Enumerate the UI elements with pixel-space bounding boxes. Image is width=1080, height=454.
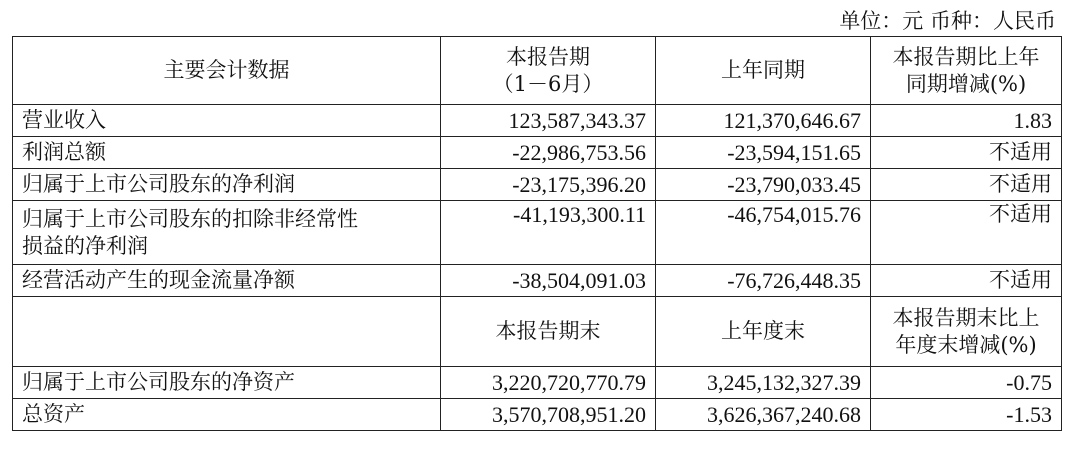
table-subheader-row: [13, 297, 1062, 367]
header-current-period-line2: （1－6月）: [492, 71, 604, 96]
row-previous-value: -76,726,448.35: [656, 265, 871, 297]
row-previous-value: -23,790,033.45: [656, 169, 871, 201]
subheader-period-end: 本报告期末: [440, 297, 655, 367]
header-current-period: [440, 37, 655, 105]
row-previous-value: 121,370,646.67: [656, 105, 871, 137]
table-row: [13, 137, 1062, 169]
row-label: 利润总额: [13, 137, 441, 169]
row-label: 归属于上市公司股东的净资产: [13, 367, 441, 399]
row-change-value: 不适用: [871, 137, 1062, 169]
subheader-previous-year-end: 上年度末: [656, 297, 871, 367]
row-previous-value: -23,594,151.65: [656, 137, 871, 169]
subheader-change-line1: 本报告期末比上: [892, 305, 1040, 330]
row-previous-value: 3,626,367,240.68: [656, 399, 871, 431]
row-label: 经营活动产生的现金流量净额: [13, 265, 441, 297]
row-current-value: 3,220,720,770.79: [440, 367, 655, 399]
row-label: 营业收入: [13, 105, 441, 137]
financial-data-table: [12, 36, 1062, 431]
table-row: [13, 265, 1062, 297]
row-current-value: 123,587,343.37: [440, 105, 655, 137]
header-current-period-line1: 本报告期: [506, 44, 590, 69]
header-previous-period: 上年同期: [656, 37, 871, 105]
row-label-line2: 损益的净利润: [22, 233, 148, 258]
table-row: [13, 105, 1062, 137]
row-previous-value: -46,754,015.76: [656, 201, 871, 265]
row-current-value: -22,986,753.56: [440, 137, 655, 169]
header-change-line1: 本报告期比上年: [892, 44, 1040, 69]
table-row: [13, 367, 1062, 399]
row-change-value: 不适用: [871, 201, 1062, 265]
header-change-line2: 同期增减(%): [905, 71, 1027, 96]
row-label-line1: 归属于上市公司股东的扣除非经常性: [22, 206, 358, 231]
row-previous-value: 3,245,132,327.39: [656, 367, 871, 399]
table-row: [13, 399, 1062, 431]
row-current-value: -41,193,300.11: [440, 201, 655, 265]
row-label: 归属于上市公司股东的净利润: [13, 169, 441, 201]
subheader-change-percent: [871, 297, 1062, 367]
subheader-change-line2: 年度末增减(%): [895, 332, 1037, 357]
row-current-value: 3,570,708,951.20: [440, 399, 655, 431]
row-label: [13, 201, 441, 265]
row-change-value: 不适用: [871, 265, 1062, 297]
row-change-value: 1.83: [871, 105, 1062, 137]
subheader-empty: [13, 297, 441, 367]
table-row: [13, 201, 1062, 265]
row-current-value: -38,504,091.03: [440, 265, 655, 297]
unit-currency-note: 单位：元 币种：人民币: [839, 9, 1056, 33]
row-current-value: -23,175,396.20: [440, 169, 655, 201]
header-change-percent: [871, 37, 1062, 105]
row-change-value: -1.53: [871, 399, 1062, 431]
table-header-row: [13, 37, 1062, 105]
row-change-value: -0.75: [871, 367, 1062, 399]
row-change-value: 不适用: [871, 169, 1062, 201]
header-main-data: 主要会计数据: [13, 37, 441, 105]
row-label: 总资产: [13, 399, 441, 431]
table-row: [13, 169, 1062, 201]
